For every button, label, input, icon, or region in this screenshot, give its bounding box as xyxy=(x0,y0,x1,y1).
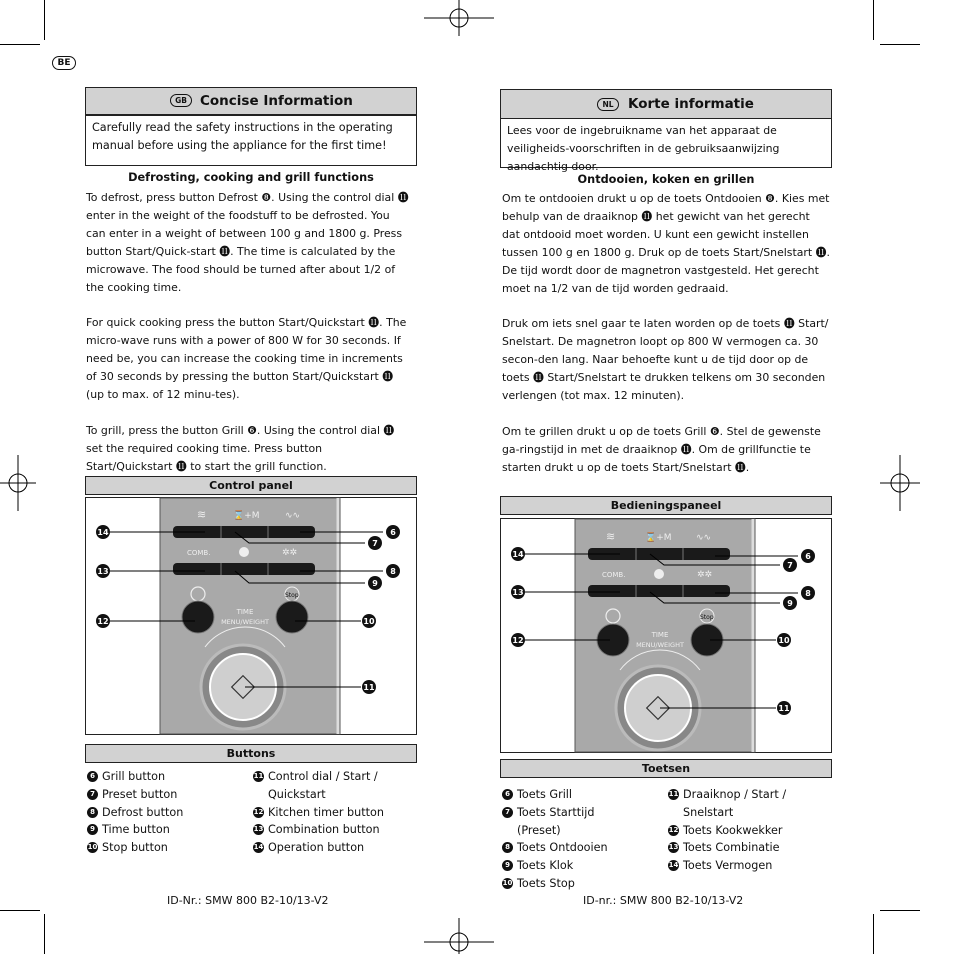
left-callout-12: 12 xyxy=(97,617,109,626)
left-body xyxy=(86,189,410,493)
legend-num: 14 xyxy=(253,843,264,852)
left-time-label: TIME xyxy=(236,608,254,616)
left-menu-weight-label: MENU/WEIGHT xyxy=(221,618,269,626)
legend-num: 13 xyxy=(668,843,679,852)
left-paragraph-1: To defrost, press button Defrost ❽. Using the control dial ⓫ enter in the weight of the foodstuff to be defrosted. You can enter in a weight of between 100 g and 1800 g. Press button Start/Quick-start ⓫. The time is calculated by the microwave. The food should be turned after about 1/2 of the cooking time. xyxy=(86,191,409,294)
right-lang-badge: NL xyxy=(597,98,619,111)
left-callout-6: 6 xyxy=(390,528,396,537)
right-clock-mark xyxy=(654,569,664,579)
right-callout-7: 7 xyxy=(787,561,793,570)
legend-num: 9 xyxy=(502,860,513,871)
left-panel-title: Control panel xyxy=(85,476,417,495)
right-callout-9: 9 xyxy=(787,599,793,608)
left-grill-mark: ≋ xyxy=(197,508,207,521)
right-paragraph-3: Om te grillen drukt u op de toets Grill ❻. Stel de gewenste ga-ringstijd in met de draaiknop ⓫. Om de grillfunctie te starten drukt u op de toets Start/Snelstart ⓫. xyxy=(502,424,821,474)
left-clock-mark xyxy=(239,547,249,557)
right-title: Korte informatie xyxy=(628,96,754,112)
legend-num: 6 xyxy=(87,771,98,782)
registration-mark-left xyxy=(0,455,40,515)
left-buttons-title: Buttons xyxy=(85,744,417,763)
right-paragraph-2: Druk om iets snel gaar te laten worden op de toets ⓫ Start/ Snelstart. De magnetron loopt op 800 W vermogen ca. 30 secon-den lang. Naar behoefte kunt u de tijd door op de toets ⓫ Start/Snelstart te drukken telkens om 30 seconden verlengen (tot max. 12 minuten). xyxy=(502,317,829,402)
left-stop-label: Stop xyxy=(285,592,299,599)
left-title-bar xyxy=(85,87,417,115)
right-stop-label: Stop xyxy=(700,614,714,621)
legend-num: 10 xyxy=(502,878,513,887)
left-title: Concise Information xyxy=(200,93,353,109)
left-callout-11: 11 xyxy=(363,683,375,692)
left-paragraph-3: To grill, press the button Grill ❻. Using the control dial ⓫ set the required cooking time. Press button Start/Quickstart ⓫ to start the grill function. xyxy=(86,423,395,473)
left-timer-knob xyxy=(182,601,214,633)
legend-num: 14 xyxy=(668,861,679,870)
left-callout-10: 10 xyxy=(363,617,375,626)
right-footer: ID-nr.: SMW 800 B2-10/13-V2 xyxy=(583,894,744,907)
legend-num: 7 xyxy=(87,789,98,800)
left-preset-mark: ⌛+M xyxy=(233,511,260,521)
svg-text:✲✲: ✲✲ xyxy=(697,570,713,580)
legend-num: 7 xyxy=(502,807,513,818)
right-time-label: TIME xyxy=(651,631,669,639)
left-comb-label: COMB. xyxy=(187,549,211,557)
right-notice: Lees voor de ingebruikname van het apparaat de veiligheids-voorschriften in de gebruiksaanwijzing aandachtig door. xyxy=(500,118,832,168)
right-section-title: Ontdooien, koken en grillen xyxy=(577,173,755,186)
right-panel-title: Bedieningspaneel xyxy=(500,496,832,515)
left-callout-13: 13 xyxy=(97,567,109,576)
right-control-panel-diagram xyxy=(500,518,832,753)
right-body xyxy=(502,190,830,494)
left-section-title: Defrosting, cooking and grill functions xyxy=(128,171,374,184)
legend-num: 9 xyxy=(87,824,98,835)
left-callout-9: 9 xyxy=(372,579,378,588)
legend-num: 6 xyxy=(502,789,513,800)
right-callout-8: 8 xyxy=(805,589,811,598)
right-comb-label: COMB. xyxy=(602,571,626,579)
left-notice: Carefully read the safety instructions in the operating manual before using the appliance for the first time! xyxy=(85,115,417,166)
right-buttons-title: Toetsen xyxy=(500,759,832,778)
left-lang-badge: GB xyxy=(170,94,192,107)
right-callout-11: 11 xyxy=(778,704,790,713)
legend-num: 8 xyxy=(502,842,513,853)
right-paragraph-1: Om te ontdooien drukt u op de toets Ontdooien ❽. Kies met behulp van de draaiknop ⓫ het gewicht van het gerecht dat ontdooid moet worden. U kunt een gewicht instellen tussen 100 g en 1800 g. Druk op de toets Start/Snelstart ⓫. De tijd wordt door de magnetron vastgesteld. Het gerecht moet na 1/2 van de tijd worden gedraaid. xyxy=(502,192,830,295)
left-control-panel-diagram xyxy=(85,497,417,735)
right-mid-button-row xyxy=(588,585,730,597)
legend-num: 11 xyxy=(253,772,264,780)
legend-num: 12 xyxy=(253,807,264,816)
left-stop-knob xyxy=(276,601,308,633)
left-callout-7: 7 xyxy=(372,539,378,548)
legend-num: 8 xyxy=(87,807,98,818)
svg-text:✲✲: ✲✲ xyxy=(282,548,298,558)
legend-num: 10 xyxy=(87,843,98,852)
right-grill-mark: ≋ xyxy=(606,530,616,543)
right-wave-mark: ∿∿ xyxy=(696,533,712,543)
legend-num: 12 xyxy=(668,825,679,834)
right-callout-10: 10 xyxy=(778,636,790,645)
left-legend-col2: 11 Control dial / Start / Quickstart 12 Kitchen timer button 13 Combination button 14 Operation button xyxy=(253,770,384,855)
right-preset-mark: ⌛+M xyxy=(645,533,672,543)
right-callout-6: 6 xyxy=(805,552,811,561)
registration-mark-bottom xyxy=(424,918,494,954)
right-title-bar xyxy=(500,89,832,119)
right-callout-12: 12 xyxy=(512,636,524,645)
registration-mark-top xyxy=(424,0,494,40)
left-legend-col1: 6 Grill button 7 Preset button 8 Defrost button 9 Time button 10 Stop button xyxy=(87,770,184,855)
left-callout-8: 8 xyxy=(390,567,396,576)
page-badge: BE xyxy=(52,56,76,70)
right-legend-col2: 11 Draaiknop / Start / Snelstart 12 Toets Kookwekker 13 Toets Combinatie 14 Toets Vermogen xyxy=(668,788,787,873)
right-callout-13: 13 xyxy=(512,588,524,597)
left-paragraph-2: For quick cooking press the button Start/Quickstart ⓫. The micro-wave runs with a power of 800 W for 30 seconds. If need be, you can increase the cooking time in increments of 30 seconds by pressing the button Start/Quickstart ⓫ (up to max. of 12 minu-tes). xyxy=(86,316,407,401)
legend-num: 13 xyxy=(253,825,264,834)
left-mid-button-row xyxy=(173,563,315,575)
left-callout-14: 14 xyxy=(97,528,109,537)
registration-mark-right xyxy=(880,455,920,515)
right-legend-col1: 6 Toets Grill 7 Toets Starttijd (Preset) 8 Toets Ontdooien 9 Toets Klok 10 Toets Stop xyxy=(502,788,608,890)
left-footer: ID-Nr.: SMW 800 B2-10/13-V2 xyxy=(167,894,329,907)
right-menu-weight-label: MENU/WEIGHT xyxy=(636,641,684,649)
legend-num: 11 xyxy=(668,790,679,798)
left-wave-mark: ∿∿ xyxy=(285,511,301,521)
right-callout-14: 14 xyxy=(512,550,524,559)
